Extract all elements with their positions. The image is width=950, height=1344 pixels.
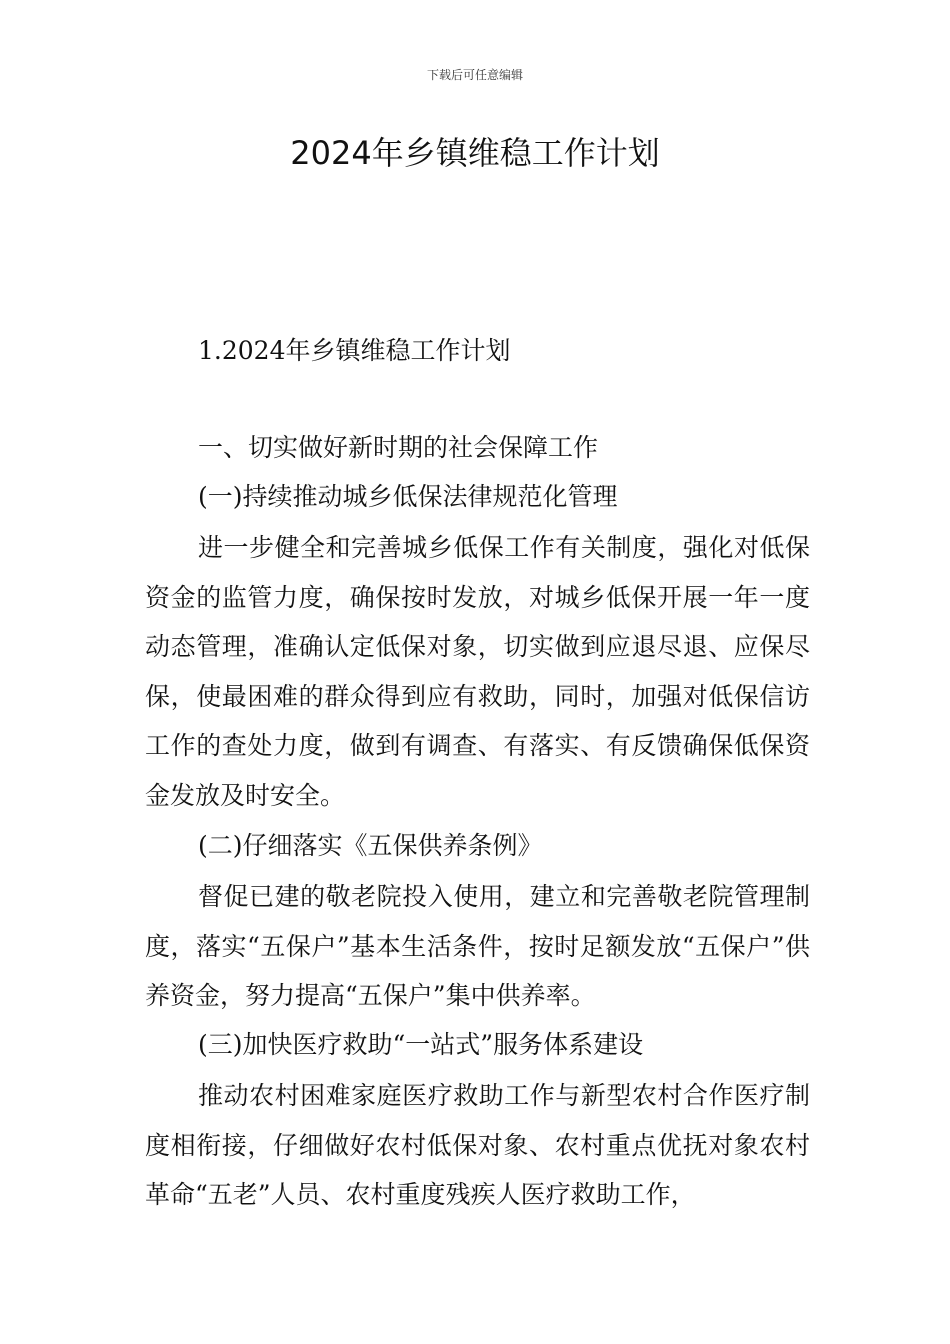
toc-item: 1.2024年乡镇维稳工作计划 — [198, 336, 511, 365]
document-title: 2024年乡镇维稳工作计划 — [290, 134, 660, 172]
paragraph-3: 推动农村困难家庭医疗救助工作与新型农村合作医疗制度相衔接，仔细做好农村低保对象、农村重点优抚对象农村革命“五老”人员、农村重度残疾人医疗救助工作， — [145, 1081, 810, 1209]
section-heading-1: 一、切实做好新时期的社会保障工作 — [198, 433, 599, 462]
paragraph-2: 督促已建的敬老院投入使用，建立和完善敬老院管理制度，落实“五保户”基本生活条件，按时足额发放“五保户”供养资金，努力提高“五保户”集中供养率。 — [145, 882, 810, 1010]
paragraph-1: 进一步健全和完善城乡低保工作有关制度，强化对低保资金的监管力度，确保按时发放，对城乡低保开展一年一度动态管理，准确认定低保对象，切实做到应退尽退、应保尽保，使最困难的群众得到应有救助，同时，加强对低保信访工作的查处力度，做到有调查、有落实、有反馈确保低保资金发放及时安全。 — [145, 533, 810, 810]
subsection-heading-2: (二)仔细落实《五保供养条例》 — [198, 831, 543, 860]
header-note: 下载后可任意编辑 — [426, 68, 523, 82]
subsection-heading-1: (一)持续推动城乡低保法律规范化管理 — [198, 482, 618, 511]
subsection-heading-3: (三)加快医疗救助“一站式”服务体系建设 — [198, 1030, 644, 1059]
